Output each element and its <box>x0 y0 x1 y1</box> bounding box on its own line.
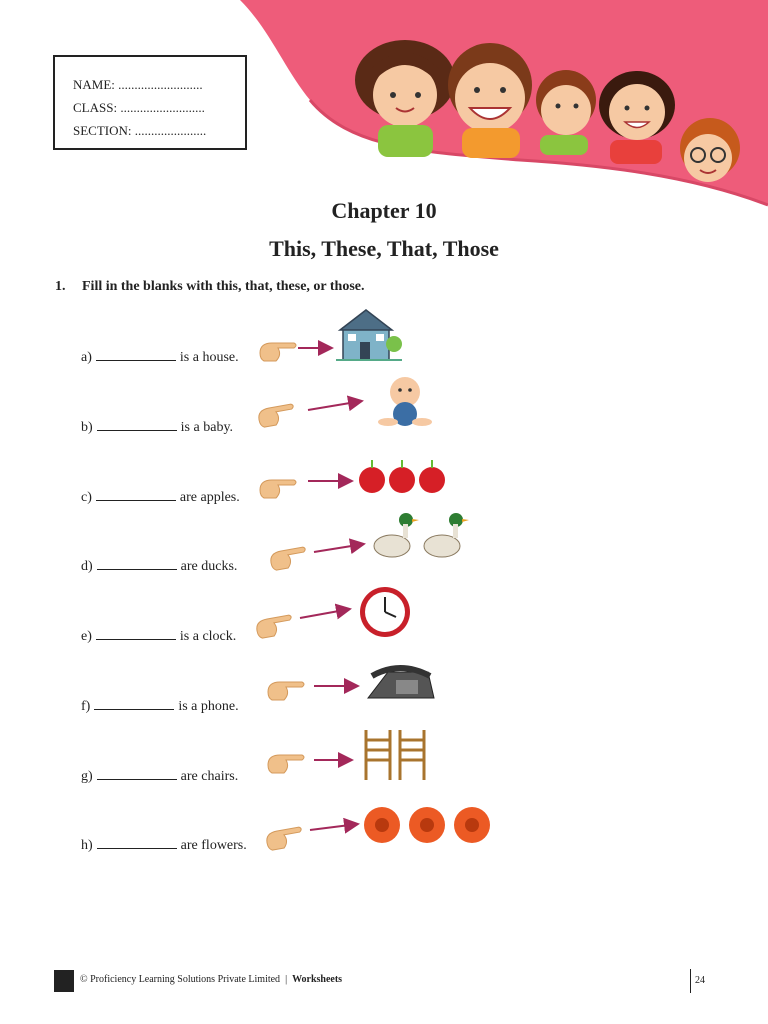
item-text: are ducks. <box>180 559 238 574</box>
arrow-icon <box>314 544 364 552</box>
question-number: 1. <box>55 279 66 294</box>
footer-text <box>80 974 342 985</box>
footer-label: Worksheets <box>292 974 343 985</box>
flowers-icon <box>364 807 490 843</box>
chapter-number: Chapter 10 <box>331 198 437 223</box>
name-field[interactable]: NAME: .......................... <box>73 77 203 92</box>
footer-separator: | <box>285 974 288 985</box>
footer-marker <box>54 970 74 992</box>
copyright-text: © Proficiency Learning Solutions Private Limited <box>80 974 281 985</box>
arrow-icon <box>300 609 350 618</box>
item-letter: h) <box>81 838 93 853</box>
pointing-hand-icon <box>269 547 308 571</box>
exercise-item-c <box>81 490 240 506</box>
item-text: is a baby. <box>180 420 234 435</box>
pointing-hand-icon <box>260 343 296 361</box>
answer-blank[interactable] <box>97 769 177 780</box>
pointing-hand-icon <box>255 615 294 639</box>
pointing-hand-icon <box>268 682 304 700</box>
exercise-item-b <box>81 420 233 436</box>
item-letter: a) <box>81 350 92 365</box>
baby-icon <box>378 377 432 426</box>
exercise-item-a <box>81 350 239 366</box>
item-letter: d) <box>81 559 93 574</box>
answer-blank[interactable] <box>96 490 176 501</box>
exercise-item-f <box>81 699 239 715</box>
phone-icon <box>368 668 434 698</box>
item-letter: g) <box>81 769 93 784</box>
item-letter: e) <box>81 629 92 644</box>
exercise-item-h <box>81 838 247 854</box>
pointing-hand-icon <box>268 755 304 773</box>
item-text: is a phone. <box>178 699 239 714</box>
item-text: is a clock. <box>179 629 237 644</box>
clock-icon <box>360 587 410 637</box>
question-text: Fill in the blanks with this, that, these, or those. <box>82 279 365 294</box>
exercise-item-g <box>81 769 238 785</box>
exercise-item-e <box>81 629 236 645</box>
section-field[interactable]: SECTION: ...................... <box>73 123 207 138</box>
answer-blank[interactable] <box>97 838 177 849</box>
item-letter: f) <box>81 699 91 714</box>
answer-blank[interactable] <box>97 420 177 431</box>
item-text: are chairs. <box>180 769 239 784</box>
item-text: are flowers. <box>180 838 247 853</box>
pointing-hand-icon <box>265 827 304 851</box>
page-number: 24 <box>695 975 705 986</box>
answer-blank[interactable] <box>96 350 176 361</box>
arrow-icon <box>310 824 358 830</box>
pointing-hand-icon <box>260 480 296 498</box>
house-icon <box>336 310 402 360</box>
chairs-icon <box>366 730 424 780</box>
pointing-hand-icon <box>257 404 296 428</box>
apples-icon <box>359 460 445 493</box>
item-letter: c) <box>81 490 92 505</box>
chapter-title: This, These, That, Those <box>269 236 499 261</box>
item-text: are apples. <box>179 490 240 505</box>
item-text: is a house. <box>179 350 239 365</box>
answer-blank[interactable] <box>94 699 174 710</box>
item-letter: b) <box>81 420 93 435</box>
class-field[interactable]: CLASS: .......................... <box>73 100 205 115</box>
exercise-item-d <box>81 559 237 575</box>
arrow-icon <box>308 401 362 410</box>
answer-blank[interactable] <box>97 559 177 570</box>
page-number-divider <box>690 969 691 993</box>
student-info-box <box>53 55 247 150</box>
ducks-icon <box>374 513 469 557</box>
answer-blank[interactable] <box>96 629 176 640</box>
